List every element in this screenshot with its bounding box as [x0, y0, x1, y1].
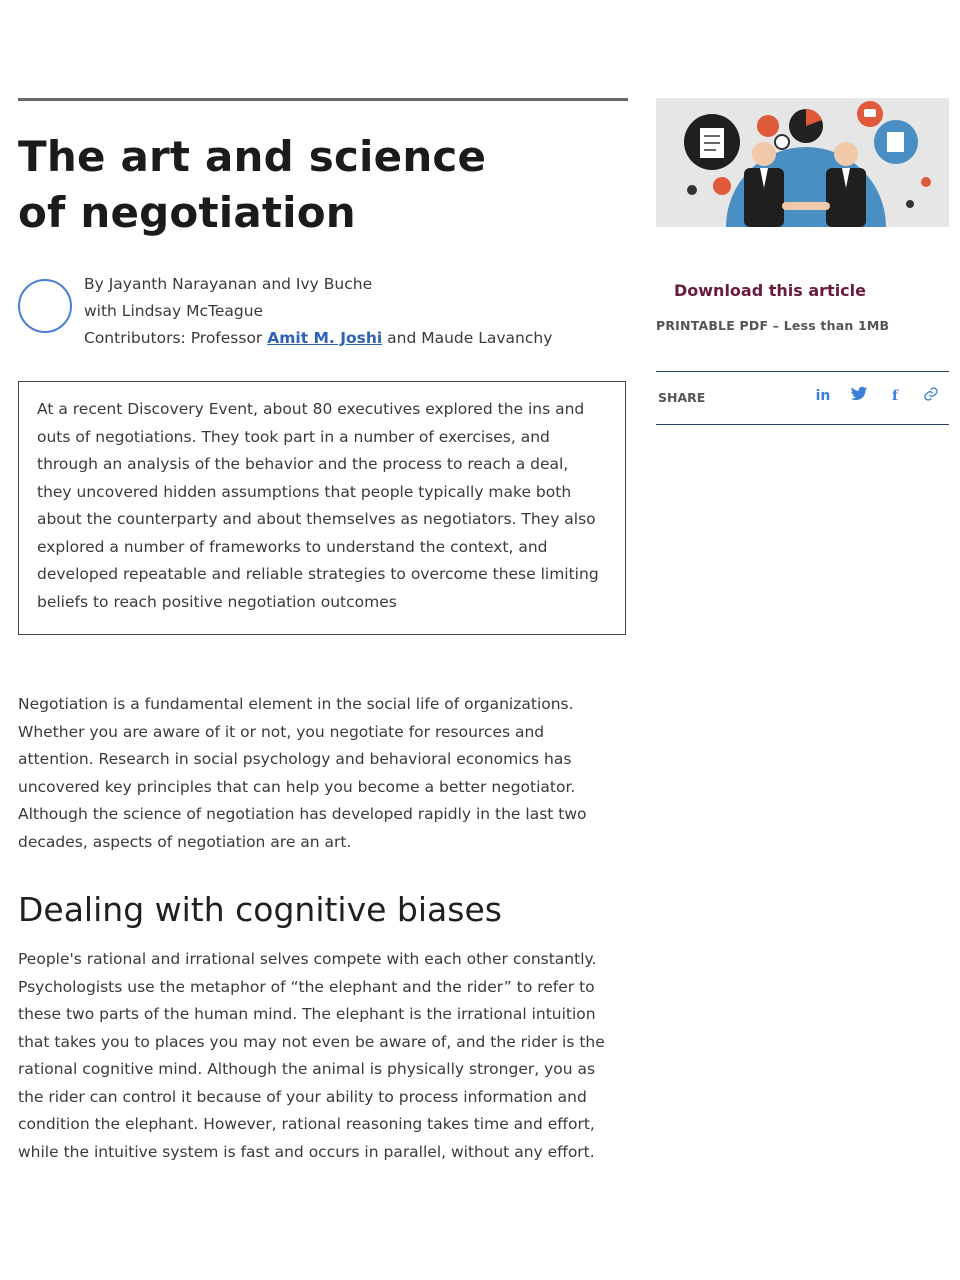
twitter-icon[interactable]	[849, 386, 869, 406]
page-title: The art and science of negotiation	[18, 132, 487, 237]
download-article-link[interactable]: Download this article	[674, 281, 866, 300]
section-heading: Dealing with cognitive biases	[18, 890, 502, 929]
contributors-suffix: and Maude Lavanchy	[382, 329, 553, 347]
byline-with: with Lindsay McTeague	[84, 302, 264, 320]
share-bar	[656, 371, 949, 425]
share-icons	[813, 386, 941, 406]
byline	[18, 271, 628, 351]
sidebar	[656, 98, 949, 425]
byline-contributors	[84, 325, 552, 352]
article-illustration	[656, 98, 949, 227]
pdf-size-label: PRINTABLE PDF – Less than 1MB	[656, 318, 890, 333]
link-icon[interactable]	[921, 386, 941, 406]
share-label: SHARE	[658, 390, 706, 405]
contributors-prefix: Contributors: Professor	[84, 329, 268, 347]
contributor-link[interactable]: Amit M. Joshi	[267, 329, 383, 347]
article-main	[18, 98, 628, 1182]
intro-paragraph: Negotiation is a fundamental element in the social life of organizations. Whether you are aware of it or not, you negotiate for resources and attention. Research in social psychology and behavioral economics has uncovered key principles that can help you become a better negotiator. Although the science of negotiation has developed rapidly in the last two decades, aspects of negotiation are an art.	[18, 695, 587, 851]
top-divider	[18, 98, 628, 101]
avatar	[18, 279, 72, 333]
summary-box: At a recent Discovery Event, about 80 executives explored the ins and outs of negotiations. They took part in a number of exercises, and through an analysis of the behavior and the process to reach a deal, they uncovered hidden assumptions that people typically make both about the counterparty and about themselves as negotiators. They also explored a number of frameworks to understand the context, and developed repeatable and reliable strategies to overcome these limiting beliefs to reach positive negotiation outcomes	[18, 381, 626, 635]
byline-text	[84, 271, 552, 352]
facebook-icon[interactable]: f	[891, 388, 899, 404]
byline-authors: By Jayanth Narayanan and Ivy Buche	[84, 275, 373, 293]
section-paragraph: People's rational and irrational selves compete with each other constantly. Psychologists use the metaphor of “the elephant and the rider” to refer to these two parts of the human mind. The elephant is the irrational intuition that takes you to places you may not even be aware of, and the rider is the rational cognitive mind. Although the animal is physically stronger, you as the rider can control it because of your ability to process information and condition the elephant. However, rational reasoning takes time and effort, while the intuitive system is fast and occurs in parallel, without any effort.	[18, 950, 605, 1161]
linkedin-icon[interactable]: in	[815, 388, 831, 404]
handshake-illustration-icon	[656, 98, 949, 227]
